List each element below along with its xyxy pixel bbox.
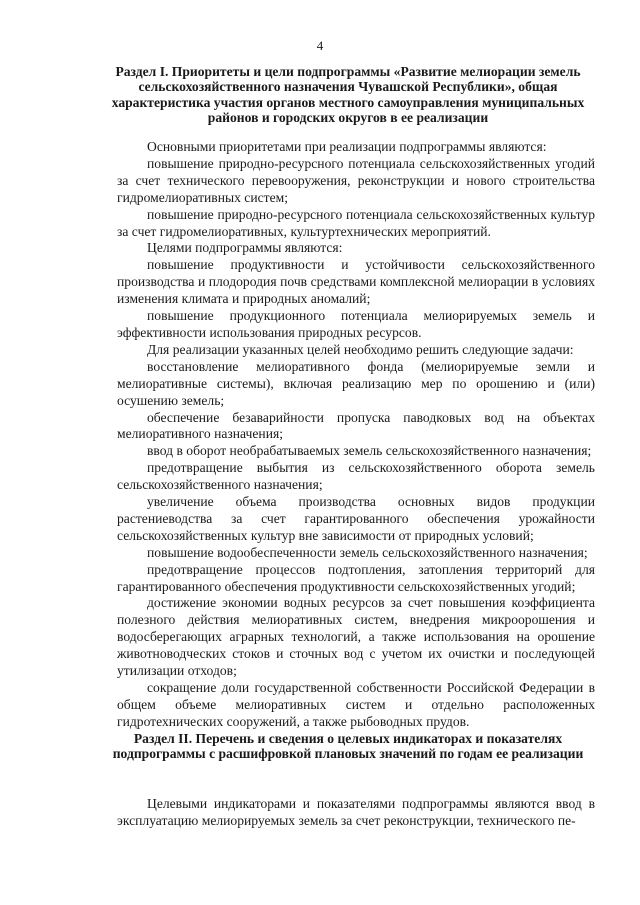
section-2-body (117, 796, 595, 830)
paragraph: Целевыми индикаторами и показателями подпрограммы являются ввод в эксплуатацию мелиорируемых земель за счет реконструкции, технического пе- (117, 796, 595, 828)
paragraph: Основными приоритетами при реализации подпрограммы являются: (147, 139, 547, 154)
paragraph: повышение водообеспеченности земель сельскохозяйственного назначения; (147, 544, 588, 560)
page-number: 4 (316, 38, 324, 53)
paragraph: Целями подпрограммы являются: (147, 240, 343, 256)
paragraph: увеличение объема производства основных видов продукции растениеводства за счет гарантированного обеспечения урожайности сельскохозяйственных культур вне зависимости от природных условий; (117, 494, 595, 543)
paragraph: обеспечение безаварийности пропуска паводковых вод на объектах мелиоративного назначения; (117, 409, 595, 442)
section-1-title: Раздел I. Приоритеты и цели подпрограммы «Развитие мелиорации земель сельскохозяйственного назначения Чувашской Республики», общая характеристика участия органов местного самоуправления муниципальных районов и городских округов в ее реализации (111, 64, 585, 126)
paragraph: ввод в оборот необрабатываемых земель сельскохозяйственного назначения; (147, 443, 592, 459)
paragraph: предотвращение процессов подтопления, затопления территорий для гарантированного обеспечения продуктивности сельскохозяйственных угодий; (117, 561, 595, 594)
paragraph: повышение природно-ресурсного потенциала сельскохозяйственных культур за счет гидромелиоративных, культуртехнических мероприятий. (117, 206, 595, 239)
paragraph: повышение природно-ресурсного потенциала сельскохозяйственных угодий за счет технического перевооружения, реконструкции и нового строительства гидромелиоративных систем; (117, 155, 595, 205)
paragraph: повышение продукционного потенциала мелиорируемых земель и эффективности использования природных ресурсов. (117, 308, 595, 340)
paragraph: восстановление мелиоративного фонда (мелиорируемые земли и мелиоративные системы), включая реализацию мер по орошению и (или) осушению земель; (117, 358, 595, 408)
section-1-body (117, 139, 595, 731)
paragraph: Для реализации указанных целей необходимо решить следующие задачи: (147, 341, 574, 357)
paragraph: повышение продуктивности и устойчивости сельскохозяйственного производства и плодородия почв средствами комплексной мелиорации в условиях изменения климата и природных аномалий; (117, 257, 595, 307)
paragraph: сокращение доли государственной собственности Российской Федерации в общем объеме мелиоративных систем и отдельно расположенных гидротехнических сооружений, а также рыбоводных прудов. (117, 680, 595, 729)
section-2-title: Раздел II. Перечень и сведения о целевых индикаторах и показателях подпрограммы с расшифровкой плановых значений по годам ее реализации (112, 731, 584, 762)
paragraph: достижение экономии водных ресурсов за счет повышения коэффициента полезного действия мелиоративных систем, внедрения микроорошения и водосберегающих аграрных технологий, а также использования на орошение животноводческих стоков и сточных вод с учетом их очистки и последующей утилизации отходов; (117, 595, 595, 679)
paragraph: предотвращение выбытия из сельскохозяйственного оборота земель сельскохозяйственного назначения; (117, 460, 595, 493)
